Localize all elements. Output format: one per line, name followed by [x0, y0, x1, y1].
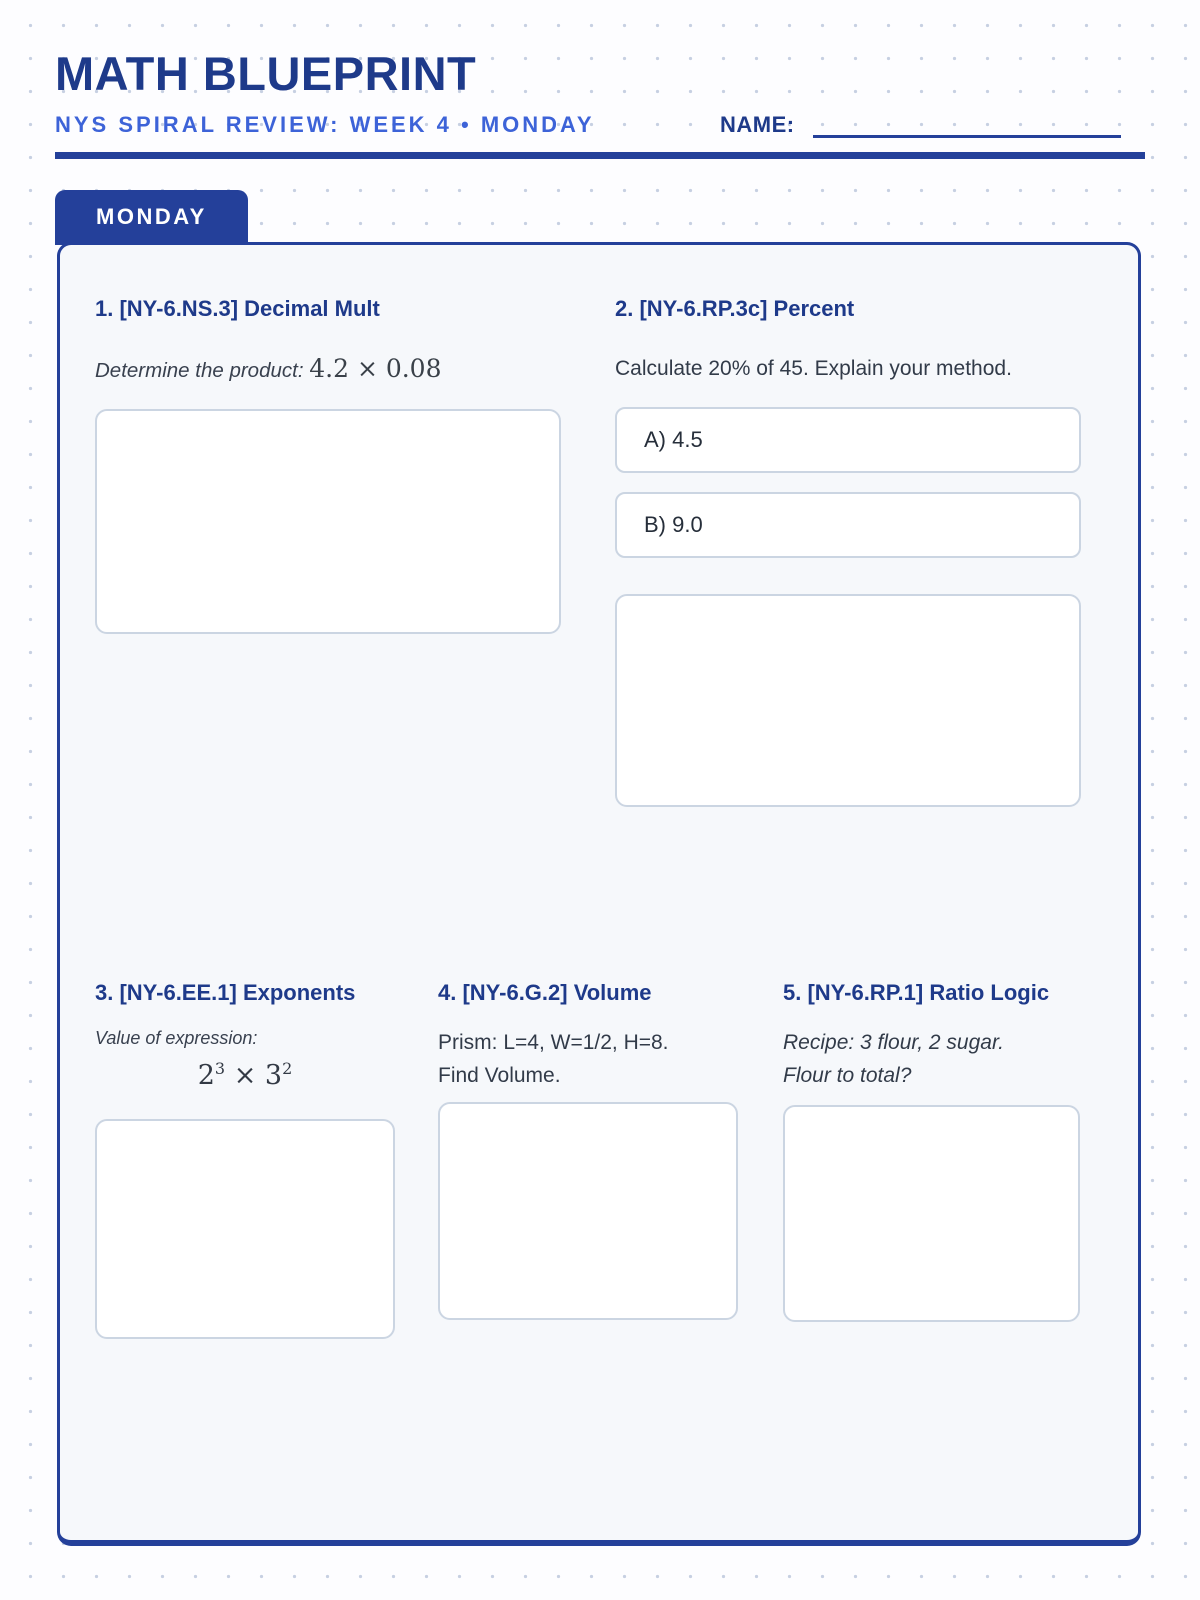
- problem-2-answer-box[interactable]: [615, 594, 1081, 807]
- problem-4-prompt-line1: Prism: L=4, W=1/2, H=8.: [438, 1031, 669, 1054]
- page-title: MATH BLUEPRINT: [55, 47, 477, 100]
- name-field-group: [720, 112, 1121, 138]
- problem-5-prompt-line1: Recipe: 3 flour, 2 sugar.: [783, 1031, 1005, 1054]
- problem-3: [95, 980, 395, 1339]
- exp-base-1: 2: [197, 1060, 215, 1091]
- problem-4-answer-box[interactable]: [438, 1102, 738, 1320]
- problem-1-heading: 1. [NY-6.NS.3] Decimal Mult: [95, 296, 380, 321]
- problem-3-answer-box[interactable]: [95, 1119, 395, 1339]
- problem-2-option-a[interactable]: [615, 407, 1081, 473]
- problem-2: [615, 296, 1081, 807]
- problem-5-prompt: [783, 1026, 1080, 1092]
- exp-sup-1: 3: [214, 1059, 226, 1078]
- tab-monday[interactable]: MONDAY: [55, 190, 248, 245]
- problem-1: [95, 296, 561, 634]
- problem-2-option-b[interactable]: [615, 492, 1081, 558]
- problem-2-heading: 2. [NY-6.RP.3c] Percent: [615, 296, 855, 321]
- header-divider: [55, 152, 1145, 159]
- problem-2-option-b-label: B) 9.0: [644, 512, 703, 537]
- problem-3-expression: [95, 1056, 395, 1096]
- problem-3-heading: 3. [NY-6.EE.1] Exponents: [95, 980, 356, 1005]
- problem-5-heading: 5. [NY-6.RP.1] Ratio Logic: [783, 980, 1050, 1005]
- problem-2-option-a-label: A) 4.5: [644, 427, 703, 452]
- problem-1-expression: 4.2 × 0.08: [309, 354, 442, 383]
- problem-5-answer-box[interactable]: [783, 1105, 1080, 1322]
- name-label: NAME:: [720, 112, 795, 137]
- problem-3-prompt: Value of expression:: [95, 1028, 258, 1048]
- monday-panel: [57, 242, 1141, 1546]
- problem-5-prompt-line2: Flour to total?: [783, 1064, 912, 1087]
- problem-1-prompt-text: Determine the product:: [95, 359, 304, 382]
- name-input-line[interactable]: [813, 112, 1121, 138]
- exp-sup-2: 2: [282, 1059, 293, 1078]
- problem-4-prompt: [438, 1026, 738, 1092]
- problem-1-answer-box[interactable]: [95, 409, 561, 634]
- page-subtitle: NYS SPIRAL REVIEW: WEEK 4 • MONDAY: [55, 112, 595, 137]
- problem-1-prompt: [95, 352, 561, 388]
- problem-5: [783, 980, 1080, 1322]
- exp-operator: ×: [233, 1060, 257, 1091]
- exp-base-2: 3: [264, 1060, 283, 1091]
- problem-4-prompt-line2: Find Volume.: [438, 1064, 561, 1087]
- problem-2-prompt: Calculate 20% of 45. Explain your method.: [615, 357, 1012, 380]
- problem-4: [438, 980, 738, 1320]
- problem-4-heading: 4. [NY-6.G.2] Volume: [438, 980, 652, 1005]
